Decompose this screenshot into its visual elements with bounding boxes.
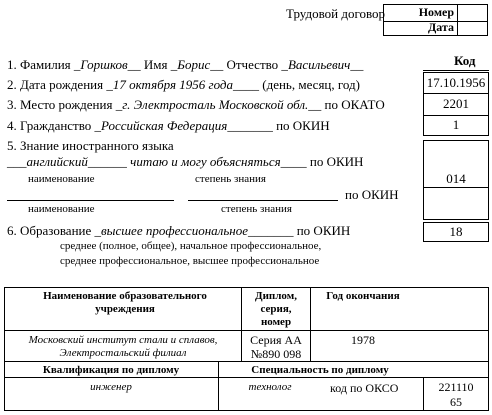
education-options-2: среднее профессиональное, высшее профессиональное — [60, 255, 320, 267]
code-okato: 2201 — [423, 94, 489, 116]
birthdate-format: ____ (день, месяц, год) — [233, 77, 360, 92]
line-citizenship — [7, 118, 330, 134]
value-patronymic: Васильевич — [287, 57, 351, 72]
code-header-rule — [423, 70, 489, 71]
th-specialty: Специальность по диплому — [251, 364, 389, 376]
code-header: Код — [454, 53, 476, 68]
line-language — [7, 154, 363, 170]
okato-label: __ по ОКАТО — [308, 97, 385, 112]
td-institution-line2: Электростальский филиал — [59, 347, 187, 359]
line-education — [7, 223, 350, 239]
table-hline-1 — [4, 330, 489, 331]
td-diploma-series: Серия АА — [250, 333, 302, 347]
date-row — [384, 20, 487, 36]
value-language-level: читаю и могу объясняться — [130, 154, 281, 169]
okso-label: код по ОКСО — [330, 381, 399, 395]
table-hline-2 — [4, 361, 489, 362]
contract-number-date-box — [383, 4, 488, 36]
td-diploma — [242, 333, 310, 361]
okin-label-language: ____ по ОКИН — [280, 154, 364, 169]
sublabel-language-level: степень знания — [195, 173, 266, 185]
value-surname: Горшков — [80, 57, 128, 72]
value-birthdate: 17 октября 1956 года — [112, 77, 233, 92]
code-education: 18 — [423, 222, 489, 242]
language-mid: ______ — [87, 154, 131, 169]
code-language: 014 — [446, 171, 466, 186]
td-specialty: технолог — [248, 381, 292, 393]
sublabel-language-name-2: наименование — [28, 203, 95, 215]
td-institution — [6, 334, 240, 360]
td-diploma-number: №890 098 — [250, 347, 302, 361]
okin-label-citizenship: _______ по ОКИН — [227, 118, 330, 133]
th-year: Год окончания — [326, 290, 400, 302]
okin-label-education: _______ по ОКИН — [247, 223, 351, 238]
label-surname: 1. Фамилия _ — [7, 57, 81, 72]
value-birthplace: г. Электросталь Московской обл. — [122, 97, 309, 112]
contract-title: Трудовой договор — [286, 6, 385, 21]
okso-code-line2: 65 — [450, 395, 462, 409]
line-name — [7, 57, 363, 73]
label-citizenship: 4. Гражданство _ — [7, 118, 102, 133]
table-hline-3 — [4, 377, 489, 378]
th-diploma-line2: серия, — [260, 303, 292, 315]
value-first-name: Борис — [177, 57, 211, 72]
name-line-end: __ — [350, 57, 364, 72]
okso-code-line1: 221110 — [438, 380, 474, 394]
th-qualification: Квалификация по диплому — [42, 364, 180, 376]
okin-label-language-2: по ОКИН — [345, 187, 399, 202]
sublabel-language-level-2: степень знания — [221, 203, 292, 215]
date-label: Дата — [384, 20, 458, 36]
table-vline-3 — [218, 361, 219, 411]
code-language-divider — [424, 187, 488, 188]
td-year: 1978 — [351, 333, 375, 347]
number-label: Номер — [384, 5, 458, 21]
th-diploma-line1: Диплом, — [255, 290, 297, 302]
value-language: английский — [26, 154, 88, 169]
label-first-name: __ Имя _ — [127, 57, 178, 72]
code-birthdate: 17.10.1956 — [423, 72, 489, 94]
code-citizenship: 1 — [423, 116, 489, 136]
td-qualification: инженер — [90, 381, 132, 393]
language-pre: ___ — [7, 154, 27, 169]
code-language-box — [423, 140, 489, 220]
education-options-1: среднее (полное, общее), начальное профессиональное, — [60, 240, 322, 252]
blank-language-name-2 — [7, 200, 174, 201]
th-diploma — [242, 290, 310, 329]
label-birthdate: 2. Дата рождения _ — [7, 77, 113, 92]
td-institution-line1: Московский институт стали и сплавов, — [28, 334, 218, 346]
blank-language-level-2 — [188, 200, 338, 201]
language-title: 5. Знание иностранного языка — [7, 138, 174, 153]
label-birthplace: 3. Место рождения _ — [7, 97, 123, 112]
td-okso-code — [424, 380, 488, 410]
sublabel-language-name: наименование — [28, 173, 95, 185]
line-birthplace — [7, 97, 385, 113]
label-education: 6. Образование _ — [7, 223, 102, 238]
line-birthdate — [7, 77, 360, 93]
value-education: высшее профессиональное — [101, 223, 248, 238]
label-patronymic: __ Отчество _ — [210, 57, 288, 72]
value-citizenship: Российская Федерация — [101, 118, 228, 133]
th-diploma-line3: номер — [260, 316, 292, 328]
th-institution: Наименование образовательного учреждения — [43, 290, 207, 315]
